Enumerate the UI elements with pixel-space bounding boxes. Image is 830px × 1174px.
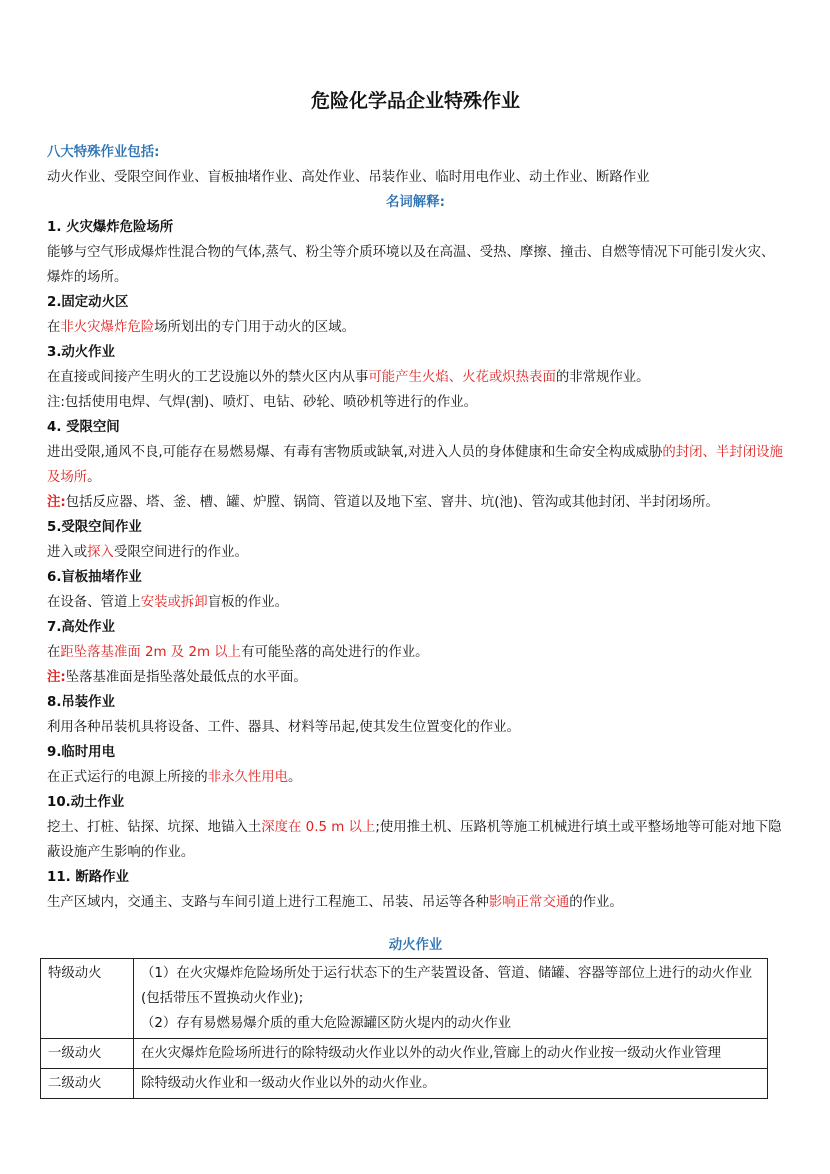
level-cell: 一级动火 (41, 1039, 134, 1069)
term-body-text: ;使用推土机、压路机等施工机械进行填土或平整场地等可能对地下隐蔽设施产生影响的作业。 (47, 820, 782, 860)
term-title: 9.临时用电 (47, 745, 115, 760)
description-line: （2）存有易燃易爆介质的重大危险源罐区防火堤内的动火作业 (141, 1016, 512, 1031)
term-body (47, 315, 784, 340)
table-title: 动火作业 (388, 938, 443, 953)
term-body: 能够与空气形成爆炸性混合物的气体,蒸气、粉尘等介质环境以及在高温、受热、摩擦、撞击、自燃等情况下可能引发火灾、爆炸的场所。 (47, 245, 775, 285)
intro-heading: 八大特殊作业包括: (47, 145, 160, 160)
term-body-text: 进入或 (47, 545, 88, 560)
term-title: 1. 火灾爆炸危险场所 (47, 220, 174, 235)
term-body-text: 在直接或间接产生明火的工艺设施以外的禁火区内从事 (47, 370, 369, 385)
term-body-highlight: 探入 (87, 545, 114, 560)
table-row (41, 1039, 768, 1069)
table-row (41, 1069, 768, 1099)
term-body-highlight: 深度在 0.5 m 以上 (261, 820, 376, 835)
term-body-text: 挖土、打桩、钻探、坑探、地锚入土 (47, 820, 262, 835)
note-text: 坠落基准面是指坠落处最低点的水平面。 (65, 670, 307, 685)
term-body-text: 场所划出的专门用于动火的区域。 (154, 320, 355, 335)
description-cell: 除特级动火作业和一级动火作业以外的动火作业。 (134, 1069, 768, 1099)
term-note (47, 665, 784, 690)
term-body-text: 的作业。 (569, 895, 623, 910)
term-note: 注:包括使用电焊、气焊(割)、喷灯、电钻、砂轮、喷砂机等进行的作业。 (47, 395, 478, 410)
description-cell: 在火灾爆炸危险场所进行的除特级动火作业以外的动火作业,管廊上的动火作业按一级动火作业管理 (134, 1039, 768, 1069)
term-title: 3.动火作业 (47, 345, 115, 360)
term-body (47, 590, 784, 615)
term-body-text: 在 (47, 645, 61, 660)
term-body-text: 。 (288, 770, 302, 785)
term-body-text: 有可能坠落的高处进行的作业。 (241, 645, 429, 660)
description-cell (134, 959, 768, 1039)
term-body (47, 890, 784, 915)
term-body-text: 进出受限,通风不良,可能存在易燃易爆、有毒有害物质或缺氧,对进入人员的身体健康和生命安全构成威胁 (47, 445, 663, 460)
term-body-highlight: 影响正常交通 (488, 895, 570, 910)
note-label: 注: (47, 495, 66, 510)
term-note (47, 490, 784, 515)
term-body-highlight: 非永久性用电 (207, 770, 289, 785)
term-title: 8.吊装作业 (47, 695, 115, 710)
term-title: 11. 断路作业 (47, 870, 129, 885)
intro-list: 动火作业、受限空间作业、盲板抽堵作业、高处作业、吊装作业、临时用电作业、动土作业、断路作业 (47, 170, 650, 185)
term-body (47, 440, 784, 490)
term-title: 4. 受限空间 (47, 420, 120, 435)
term-body-highlight: 距坠落基准面 2m 及 2m 以上 (60, 645, 242, 660)
table-row (41, 959, 768, 1039)
level-cell: 特级动火 (41, 959, 134, 1039)
term-title: 2.固定动火区 (47, 295, 129, 310)
term-body-text: 的非常规作业。 (555, 370, 650, 385)
term-body-highlight: 非火灾爆炸危险 (60, 320, 155, 335)
term-body-text: 生产区域内，交通主、支路与车间引道上进行工程施工、吊装、吊运等各种 (47, 895, 489, 910)
term-body-highlight: 的封闭、半封闭设施及场所 (47, 445, 783, 485)
hot-work-table (40, 958, 768, 1099)
page-title: 危险化学品企业特殊作业 (310, 90, 520, 112)
term-title: 10.动土作业 (47, 795, 125, 810)
term-body-text: 。 (87, 470, 101, 485)
term-body-text: 受限空间进行的作业。 (113, 545, 248, 560)
note-label: 注: (47, 670, 66, 685)
term-body-highlight: 安装或拆卸 (140, 595, 208, 610)
description-line: （1）在火灾爆炸危险场所处于运行状态下的生产装置设备、管道、储罐、容器等部位上进行的动火作业(包括带压不置换动火作业); (141, 966, 753, 1006)
term-body: 利用各种吊装机具将设备、工件、器具、材料等吊起,使其发生位置变化的作业。 (47, 720, 520, 735)
term-body (47, 365, 784, 390)
term-body (47, 815, 784, 865)
level-cell: 二级动火 (41, 1069, 134, 1099)
term-title: 7.高处作业 (47, 620, 115, 635)
note-text: 包括反应器、塔、釜、槽、罐、炉膛、锅筒、管道以及地下室、窨井、坑(池)、管沟或其他封闭、半封闭场所。 (65, 495, 719, 510)
term-body-text: 在设备、管道上 (47, 595, 141, 610)
term-body (47, 640, 784, 665)
term-body (47, 765, 784, 790)
term-body-highlight: 可能产生火焰、火花或炽热表面 (368, 370, 556, 385)
term-body-text: 在正式运行的电源上所接的 (47, 770, 208, 785)
term-body-text: 盲板的作业。 (207, 595, 289, 610)
term-title: 6.盲板抽堵作业 (47, 570, 142, 585)
term-body-text: 在 (47, 320, 61, 335)
glossary-heading: 名词解释: (386, 195, 445, 210)
term-title: 5.受限空间作业 (47, 520, 142, 535)
term-body (47, 540, 784, 565)
